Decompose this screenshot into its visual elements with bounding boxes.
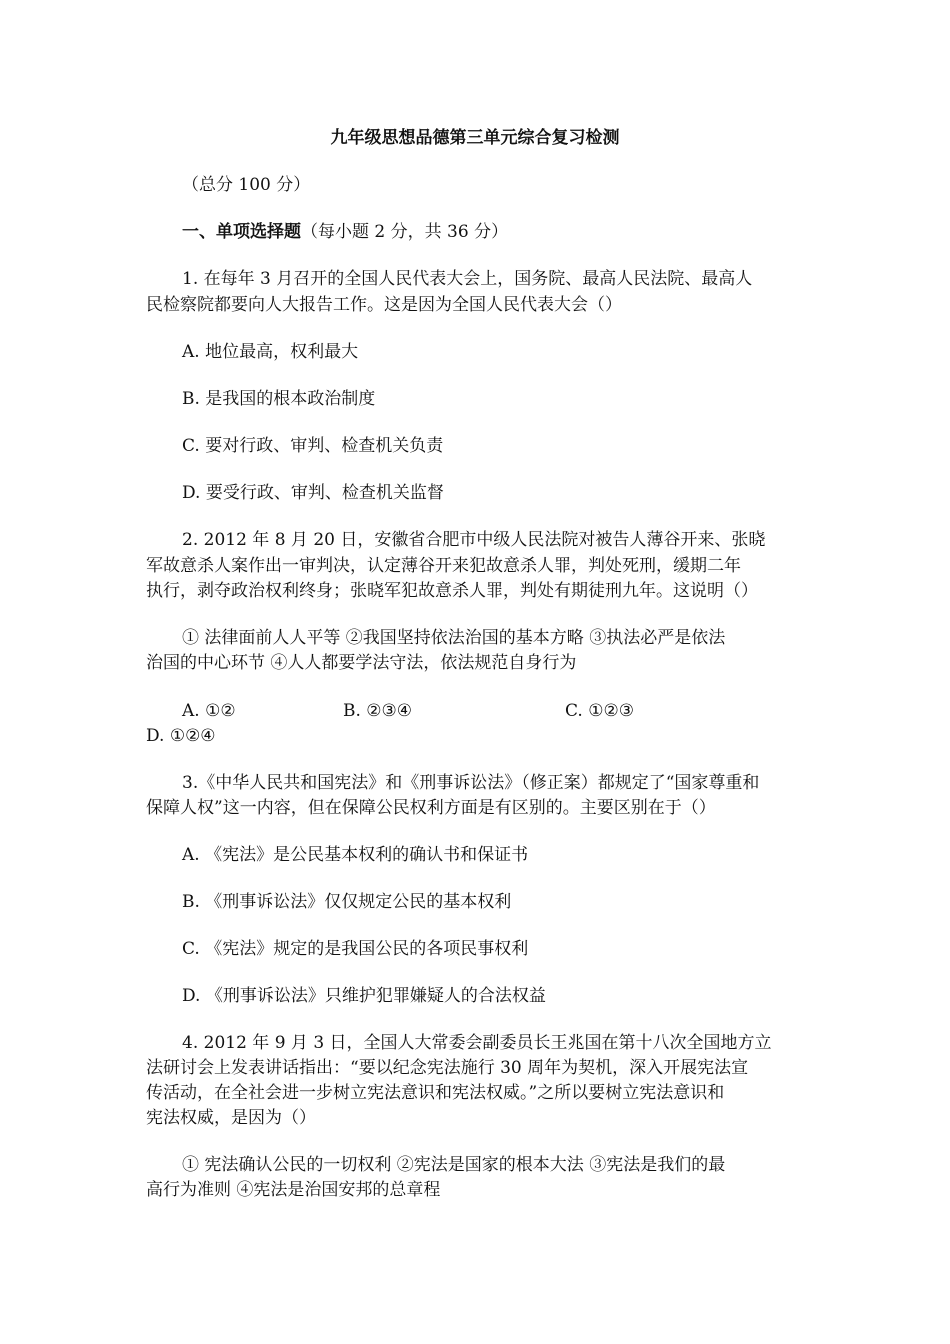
q3-stem-line1: 3.《中华人民共和国宪法》和《刑事诉讼法》（修正案）都规定了“国家尊重和 (182, 773, 760, 793)
q2-option-d: D. ①②④ (146, 726, 216, 746)
q2-option-c: C. ①②③ (565, 701, 634, 721)
q4-stem-line2: 法研讨会上发表讲话指出：“要以纪念宪法施行 30 周年为契机，深入开展宪法宣 (146, 1058, 749, 1078)
q4-stem-line3: 传活动，在全社会进一步树立宪法意识和宪法权威。”之所以要树立宪法意识和 (146, 1083, 725, 1103)
section-heading-title: 一、单项选择题 (182, 222, 301, 242)
document-title: 九年级思想品德第三单元综合复习检测 (330, 128, 620, 148)
q2-option-a: A. ①② (182, 701, 236, 721)
q4-stem-line4: 宪法权威，是因为（） (146, 1108, 316, 1128)
total-score: （总分 100 分） (182, 175, 311, 195)
q2-stem-line1: 2. 2012 年 8 月 20 日，安徽省合肥市中级人民法院对被告人薄谷开来、张晓 (182, 530, 766, 550)
section-heading (182, 221, 830, 243)
q3-option-d: D. 《刑事诉讼法》只维护犯罪嫌疑人的合法权益 (182, 986, 546, 1006)
q1-stem-line2: 民检察院都要向人大报告工作。这是因为全国人民代表大会（） (146, 295, 622, 315)
q4-statements-line1: ① 宪法确认公民的一切权利 ②宪法是国家的根本大法 ③宪法是我们的最 (182, 1155, 726, 1175)
q3-option-b: B. 《刑事诉讼法》仅仅规定公民的基本权利 (182, 892, 512, 912)
q4-statements-line2: 高行为准则 ④宪法是治国安邦的总章程 (146, 1180, 441, 1200)
q3-option-c: C. 《宪法》规定的是我国公民的各项民事权利 (182, 939, 529, 959)
q1-option-c: C. 要对行政、审判、检查机关负责 (182, 436, 444, 456)
q2-statements-line2: 治国的中心环节 ④人人都要学法守法，依法规范自身行为 (146, 653, 577, 673)
q2-statements-line1: ① 法律面前人人平等 ②我国坚持依法治国的基本方略 ③执法必严是依法 (182, 628, 726, 648)
q3-stem-line2: 保障人权”这一内容，但在保障公民权利方面是有区别的。主要区别在于（） (146, 798, 716, 818)
section-heading-note: （每小题 2 分，共 36 分） (301, 222, 509, 242)
q3-option-a: A. 《宪法》是公民基本权利的确认书和保证书 (182, 845, 529, 865)
q1-option-d: D. 要受行政、审判、检查机关监督 (182, 483, 444, 503)
q1-option-a: A. 地位最高，权利最大 (182, 342, 359, 362)
q1-stem-line1: 1. 在每年 3 月召开的全国人民代表大会上，国务院、最高人民法院、最高人 (182, 269, 753, 289)
q4-stem-line1: 4. 2012 年 9 月 3 日，全国人大常委会副委员长王兆国在第十八次全国地方立 (182, 1033, 772, 1053)
q2-stem-line3: 执行，剥夺政治权利终身；张晓军犯故意杀人罪，判处有期徒刑九年。这说明（） (146, 581, 758, 601)
q1-option-b: B. 是我国的根本政治制度 (182, 389, 376, 409)
q2-option-b: B. ②③④ (343, 701, 413, 721)
q2-stem-line2: 军故意杀人案作出一审判决，认定薄谷开来犯故意杀人罪，判处死刑，缓期二年 (146, 556, 741, 576)
